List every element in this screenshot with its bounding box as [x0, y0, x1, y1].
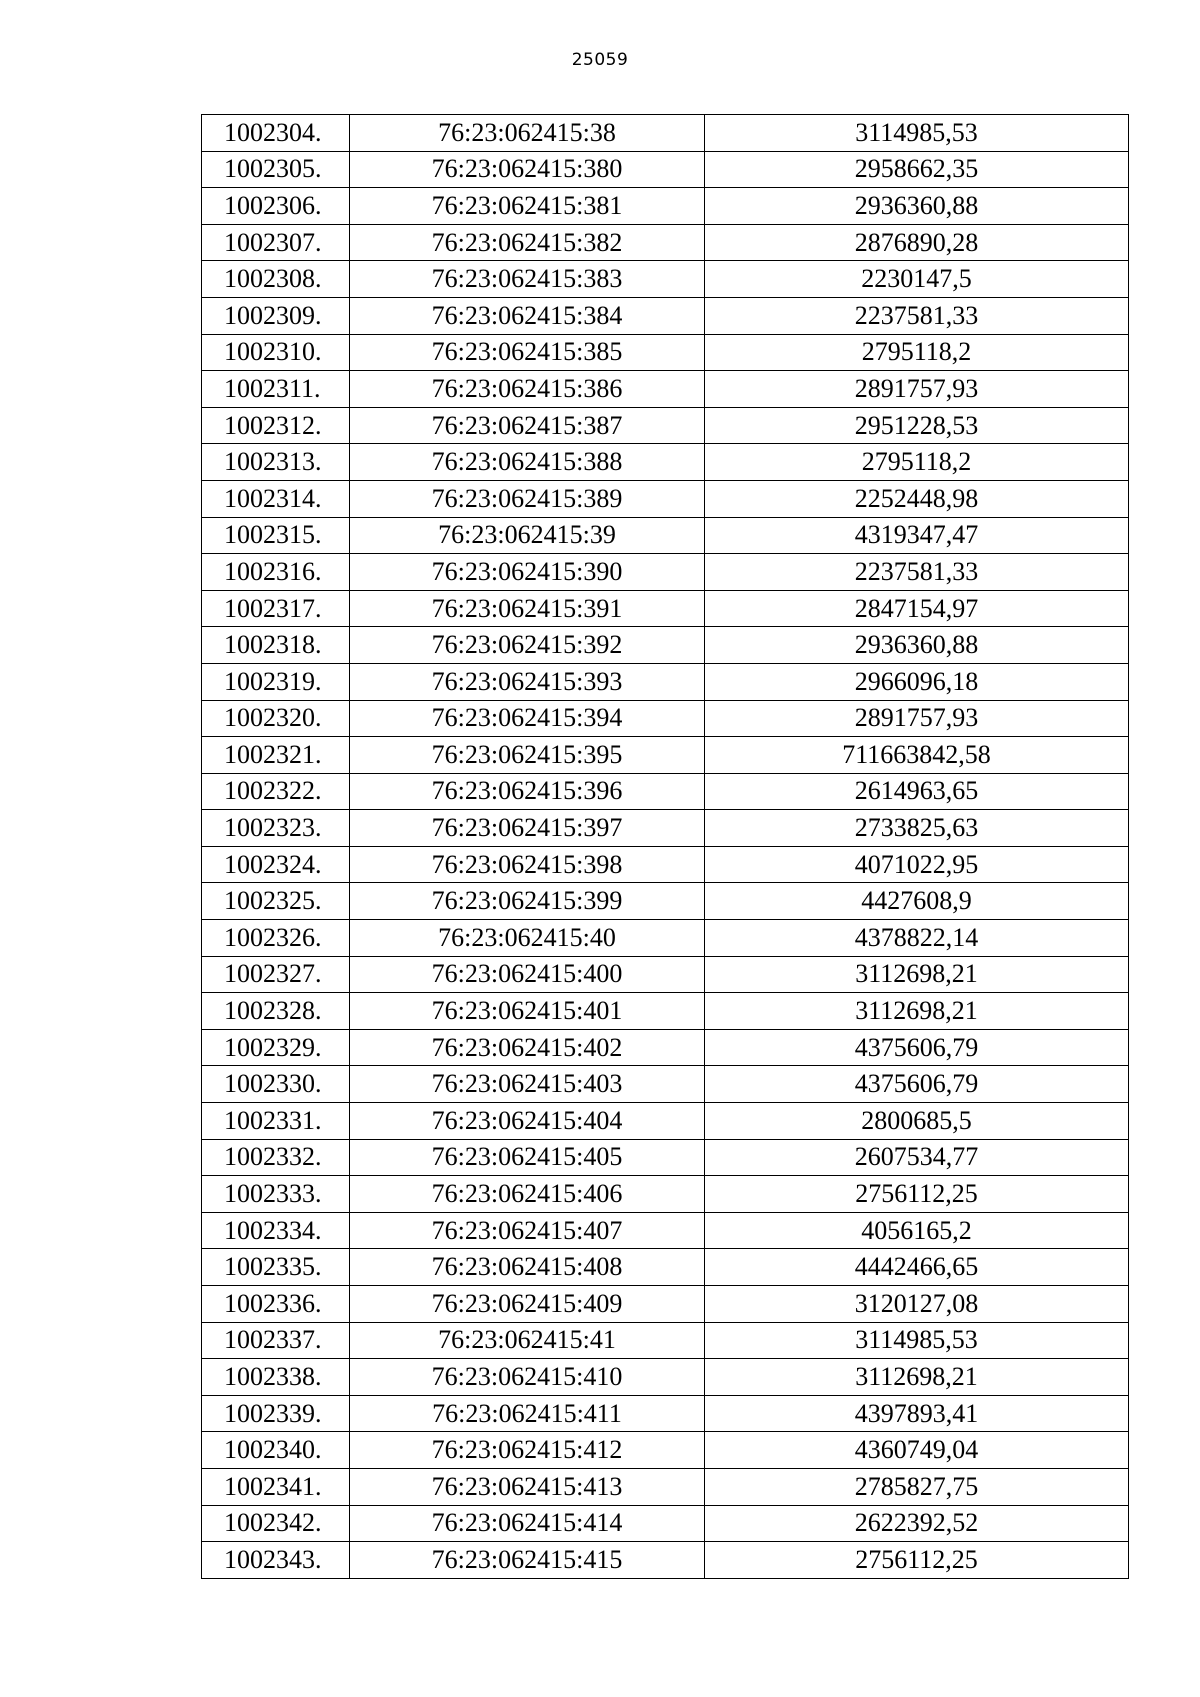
row-number-cell: 1002331. [202, 1103, 350, 1140]
table-row [202, 1542, 1129, 1579]
cadastral-number-cell: 76:23:062415:393 [350, 663, 705, 700]
cadastral-number-cell: 76:23:062415:400 [350, 956, 705, 993]
cadastral-number-cell: 76:23:062415:387 [350, 407, 705, 444]
table-row [202, 1468, 1129, 1505]
cadastral-value-cell: 2756112,25 [705, 1542, 1129, 1579]
cadastral-number-cell: 76:23:062415:413 [350, 1468, 705, 1505]
cadastral-number-cell: 76:23:062415:398 [350, 846, 705, 883]
row-number-cell: 1002311. [202, 371, 350, 408]
cadastral-value-cell: 4375606,79 [705, 1066, 1129, 1103]
table-row [202, 956, 1129, 993]
row-number-cell: 1002340. [202, 1432, 350, 1469]
row-number-cell: 1002308. [202, 261, 350, 298]
table-row [202, 1176, 1129, 1213]
table-row [202, 1432, 1129, 1469]
cadastral-value-cell: 2622392,52 [705, 1505, 1129, 1542]
cadastral-number-cell: 76:23:062415:382 [350, 224, 705, 261]
cadastral-value-cell: 4397893,41 [705, 1395, 1129, 1432]
row-number-cell: 1002321. [202, 737, 350, 774]
row-number-cell: 1002343. [202, 1542, 350, 1579]
cadastral-number-cell: 76:23:062415:407 [350, 1212, 705, 1249]
row-number-cell: 1002342. [202, 1505, 350, 1542]
cadastral-value-cell: 2951228,53 [705, 407, 1129, 444]
row-number-cell: 1002322. [202, 773, 350, 810]
cadastral-value-cell: 2891757,93 [705, 700, 1129, 737]
cadastral-value-cell: 2785827,75 [705, 1468, 1129, 1505]
cadastral-number-cell: 76:23:062415:402 [350, 1029, 705, 1066]
cadastral-value-cell: 711663842,58 [705, 737, 1129, 774]
cadastral-value-cell: 4375606,79 [705, 1029, 1129, 1066]
table-row [202, 1395, 1129, 1432]
row-number-cell: 1002327. [202, 956, 350, 993]
cadastral-value-cell: 3114985,53 [705, 1322, 1129, 1359]
row-number-cell: 1002335. [202, 1249, 350, 1286]
table-row [202, 297, 1129, 334]
cadastral-number-cell: 76:23:062415:381 [350, 188, 705, 225]
cadastral-number-cell: 76:23:062415:412 [350, 1432, 705, 1469]
cadastral-value-cell: 4442466,65 [705, 1249, 1129, 1286]
cadastral-value-cell: 3112698,21 [705, 993, 1129, 1030]
table-row [202, 920, 1129, 957]
row-number-cell: 1002325. [202, 883, 350, 920]
cadastral-number-cell: 76:23:062415:388 [350, 444, 705, 481]
cadastral-value-cell: 2237581,33 [705, 297, 1129, 334]
row-number-cell: 1002319. [202, 663, 350, 700]
table-row [202, 151, 1129, 188]
cadastral-value-cell: 2756112,25 [705, 1176, 1129, 1213]
row-number-cell: 1002324. [202, 846, 350, 883]
table-row [202, 480, 1129, 517]
cadastral-value-cell: 2795118,2 [705, 334, 1129, 371]
cadastral-value-cell: 2966096,18 [705, 663, 1129, 700]
cadastral-number-cell: 76:23:062415:404 [350, 1103, 705, 1140]
row-number-cell: 1002326. [202, 920, 350, 957]
cadastral-value-cell: 4056165,2 [705, 1212, 1129, 1249]
cadastral-number-cell: 76:23:062415:414 [350, 1505, 705, 1542]
row-number-cell: 1002304. [202, 115, 350, 152]
cadastral-value-cell: 3120127,08 [705, 1286, 1129, 1323]
cadastral-value-cell: 3114985,53 [705, 115, 1129, 152]
cadastral-value-cell: 2614963,65 [705, 773, 1129, 810]
table-row [202, 663, 1129, 700]
table-row [202, 554, 1129, 591]
cadastral-value-cell: 2958662,35 [705, 151, 1129, 188]
cadastral-number-cell: 76:23:062415:411 [350, 1395, 705, 1432]
row-number-cell: 1002315. [202, 517, 350, 554]
cadastral-value-cell: 4360749,04 [705, 1432, 1129, 1469]
cadastral-number-cell: 76:23:062415:397 [350, 810, 705, 847]
cadastral-number-cell: 76:23:062415:408 [350, 1249, 705, 1286]
table-row [202, 1322, 1129, 1359]
cadastral-number-cell: 76:23:062415:396 [350, 773, 705, 810]
row-number-cell: 1002314. [202, 480, 350, 517]
row-number-cell: 1002339. [202, 1395, 350, 1432]
cadastral-number-cell: 76:23:062415:409 [350, 1286, 705, 1323]
row-number-cell: 1002317. [202, 590, 350, 627]
row-number-cell: 1002333. [202, 1176, 350, 1213]
row-number-cell: 1002313. [202, 444, 350, 481]
cadastral-value-cell: 4319347,47 [705, 517, 1129, 554]
cadastral-value-cell: 4427608,9 [705, 883, 1129, 920]
cadastral-value-cell: 2891757,93 [705, 371, 1129, 408]
row-number-cell: 1002310. [202, 334, 350, 371]
table-row [202, 1066, 1129, 1103]
cadastral-number-cell: 76:23:062415:384 [350, 297, 705, 334]
cadastral-number-cell: 76:23:062415:392 [350, 627, 705, 664]
table-row [202, 810, 1129, 847]
cadastral-number-cell: 76:23:062415:41 [350, 1322, 705, 1359]
cadastral-value-cell: 2252448,98 [705, 480, 1129, 517]
cadastral-value-cell: 2936360,88 [705, 627, 1129, 664]
cadastral-value-cell: 4071022,95 [705, 846, 1129, 883]
cadastral-number-cell: 76:23:062415:395 [350, 737, 705, 774]
cadastral-value-cell: 2230147,5 [705, 261, 1129, 298]
row-number-cell: 1002305. [202, 151, 350, 188]
table-row [202, 1505, 1129, 1542]
row-number-cell: 1002336. [202, 1286, 350, 1323]
table-row [202, 993, 1129, 1030]
table-row [202, 1103, 1129, 1140]
table-row [202, 627, 1129, 664]
row-number-cell: 1002341. [202, 1468, 350, 1505]
cadastral-number-cell: 76:23:062415:401 [350, 993, 705, 1030]
cadastral-number-cell: 76:23:062415:389 [350, 480, 705, 517]
table-row [202, 883, 1129, 920]
cadastral-number-cell: 76:23:062415:394 [350, 700, 705, 737]
cadastral-value-cell: 2847154,97 [705, 590, 1129, 627]
row-number-cell: 1002337. [202, 1322, 350, 1359]
table-row [202, 188, 1129, 225]
row-number-cell: 1002332. [202, 1139, 350, 1176]
row-number-cell: 1002312. [202, 407, 350, 444]
row-number-cell: 1002307. [202, 224, 350, 261]
table-row [202, 773, 1129, 810]
row-number-cell: 1002323. [202, 810, 350, 847]
table-row [202, 261, 1129, 298]
cadastral-number-cell: 76:23:062415:399 [350, 883, 705, 920]
cadastral-number-cell: 76:23:062415:383 [350, 261, 705, 298]
cadastral-number-cell: 76:23:062415:415 [350, 1542, 705, 1579]
row-number-cell: 1002309. [202, 297, 350, 334]
cadastral-number-cell: 76:23:062415:390 [350, 554, 705, 591]
row-number-cell: 1002328. [202, 993, 350, 1030]
row-number-cell: 1002330. [202, 1066, 350, 1103]
table-row [202, 334, 1129, 371]
cadastral-number-cell: 76:23:062415:403 [350, 1066, 705, 1103]
cadastral-number-cell: 76:23:062415:40 [350, 920, 705, 957]
cadastral-number-cell: 76:23:062415:385 [350, 334, 705, 371]
table-row [202, 737, 1129, 774]
table-row [202, 700, 1129, 737]
page-number: 25059 [571, 50, 629, 70]
cadastral-value-cell: 2800685,5 [705, 1103, 1129, 1140]
cadastral-number-cell: 76:23:062415:405 [350, 1139, 705, 1176]
table-row [202, 517, 1129, 554]
table-row [202, 846, 1129, 883]
cadastral-value-cell: 3112698,21 [705, 1359, 1129, 1396]
table-row [202, 224, 1129, 261]
table-row [202, 1359, 1129, 1396]
cadastral-number-cell: 76:23:062415:410 [350, 1359, 705, 1396]
cadastral-value-cell: 4378822,14 [705, 920, 1129, 957]
cadastral-value-cell: 2795118,2 [705, 444, 1129, 481]
table-row [202, 407, 1129, 444]
table-row [202, 590, 1129, 627]
cadastral-number-cell: 76:23:062415:38 [350, 115, 705, 152]
table-row [202, 115, 1129, 152]
cadastral-number-cell: 76:23:062415:391 [350, 590, 705, 627]
table-row [202, 1286, 1129, 1323]
cadastral-number-cell: 76:23:062415:380 [350, 151, 705, 188]
table-row [202, 1212, 1129, 1249]
cadastral-value-cell: 2936360,88 [705, 188, 1129, 225]
table-row [202, 371, 1129, 408]
cadastral-value-cell: 2237581,33 [705, 554, 1129, 591]
cadastral-value-cell: 2876890,28 [705, 224, 1129, 261]
cadastral-number-cell: 76:23:062415:386 [350, 371, 705, 408]
cadastral-value-cell: 2607534,77 [705, 1139, 1129, 1176]
table-row [202, 1249, 1129, 1286]
cadastral-number-cell: 76:23:062415:39 [350, 517, 705, 554]
row-number-cell: 1002306. [202, 188, 350, 225]
row-number-cell: 1002318. [202, 627, 350, 664]
table-body [202, 115, 1129, 1579]
row-number-cell: 1002334. [202, 1212, 350, 1249]
cadastral-value-cell: 2733825,63 [705, 810, 1129, 847]
table-row [202, 444, 1129, 481]
row-number-cell: 1002316. [202, 554, 350, 591]
row-number-cell: 1002338. [202, 1359, 350, 1396]
cadastral-value-cell: 3112698,21 [705, 956, 1129, 993]
cadastral-number-cell: 76:23:062415:406 [350, 1176, 705, 1213]
row-number-cell: 1002329. [202, 1029, 350, 1066]
table-row [202, 1029, 1129, 1066]
cadastral-value-table [201, 114, 1129, 1579]
row-number-cell: 1002320. [202, 700, 350, 737]
table-row [202, 1139, 1129, 1176]
